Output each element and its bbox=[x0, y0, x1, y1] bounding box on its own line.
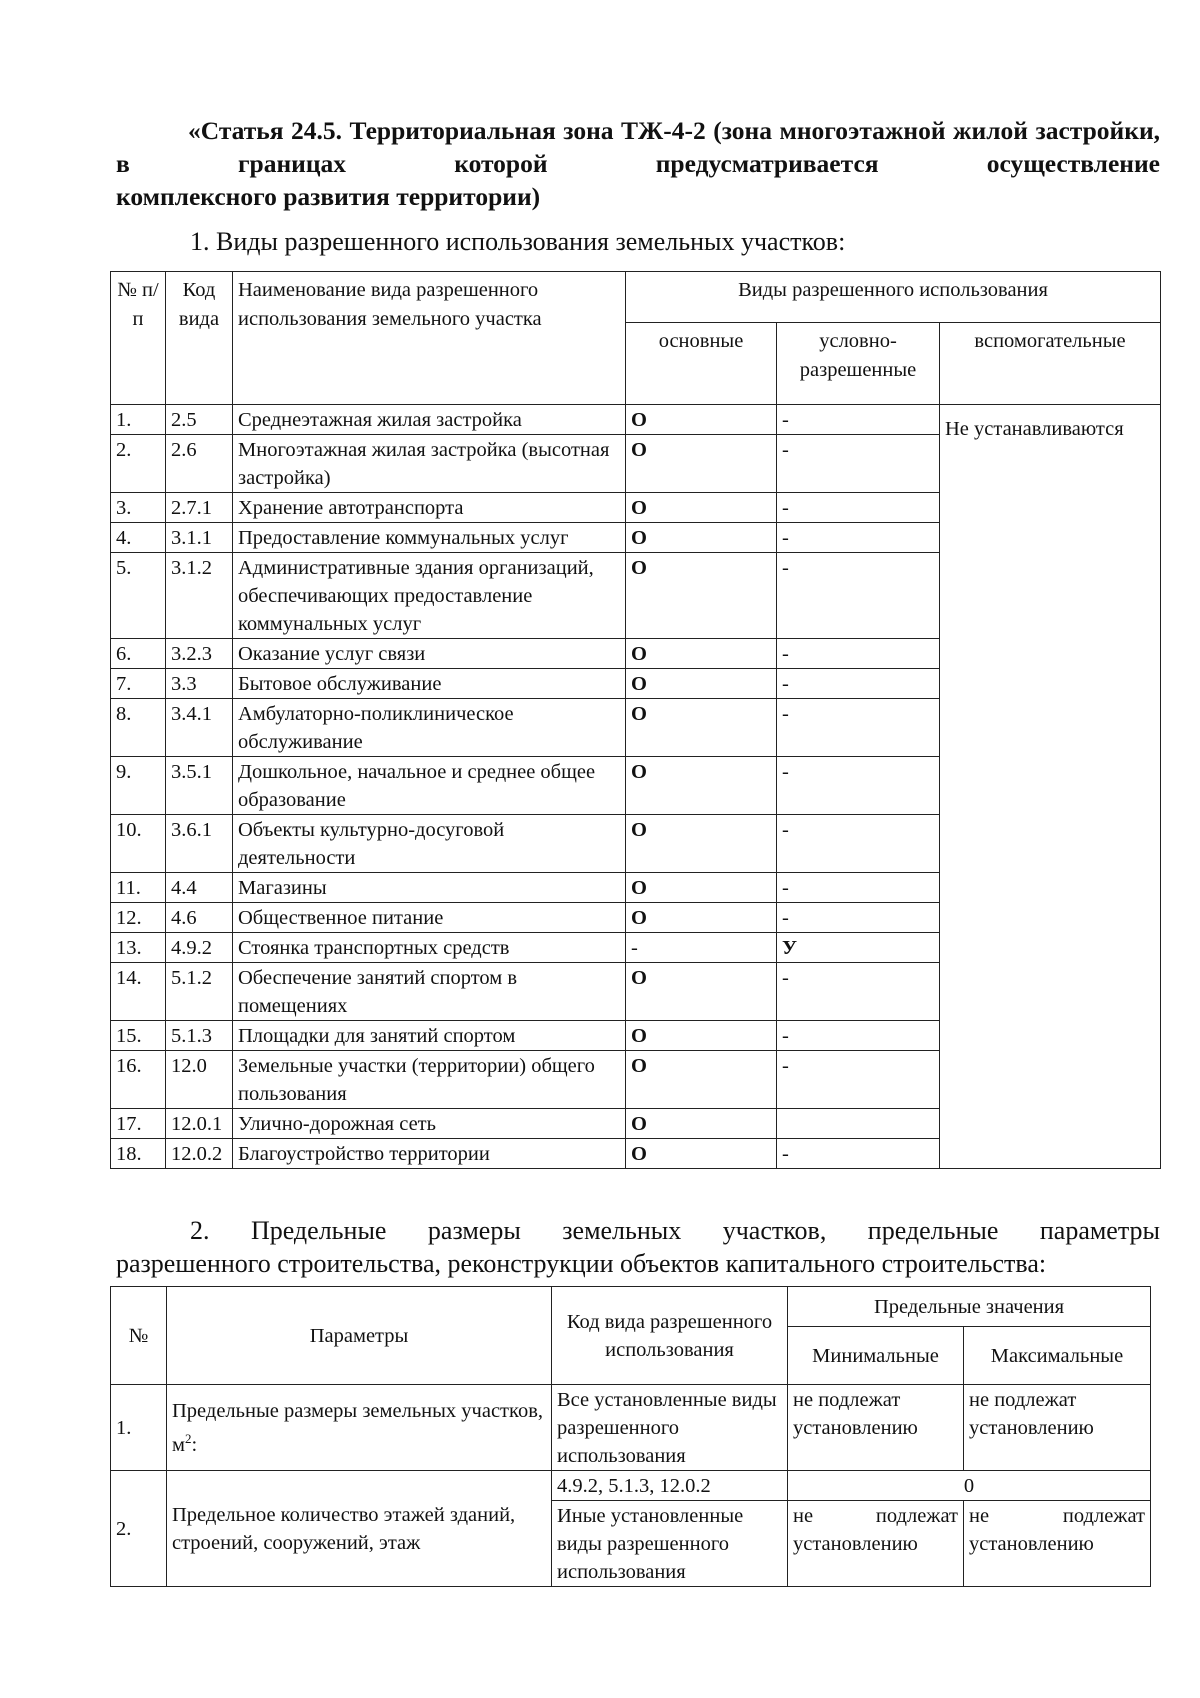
row-name: Улично-дорожная сеть bbox=[233, 1109, 626, 1139]
row-name: Среднеэтажная жилая застройка bbox=[233, 405, 626, 435]
row-num: 1. bbox=[111, 405, 166, 435]
row-main: О bbox=[626, 1109, 777, 1139]
row-conditional: - bbox=[777, 873, 940, 903]
row-name: Благоустройство территории bbox=[233, 1139, 626, 1169]
row-conditional: - bbox=[777, 757, 940, 815]
table-row bbox=[111, 405, 1161, 435]
row-main: О bbox=[626, 1051, 777, 1109]
title-line-3: комплексного развития территории) bbox=[116, 182, 541, 211]
t2-row2-num: 2. bbox=[111, 1471, 167, 1587]
t2-row1-param-tail: : bbox=[191, 1433, 198, 1456]
row-code: 4.6 bbox=[166, 903, 233, 933]
permitted-uses-body bbox=[111, 405, 1161, 1169]
row-conditional: - bbox=[777, 639, 940, 669]
row-name: Амбулаторно-поликлиническое обслуживание bbox=[233, 699, 626, 757]
row-name: Площадки для занятий спортом bbox=[233, 1021, 626, 1051]
row-name: Обеспечение занятий спортом в помещениях bbox=[233, 963, 626, 1021]
header-auxiliary: вспомогательные bbox=[940, 323, 1161, 405]
row-code: 3.2.3 bbox=[166, 639, 233, 669]
header-main: основные bbox=[626, 323, 777, 405]
row-conditional: - bbox=[777, 815, 940, 873]
t2-row2-min-b: не подлежат установлению bbox=[788, 1501, 964, 1587]
row-code: 5.1.2 bbox=[166, 963, 233, 1021]
row-conditional: - bbox=[777, 1139, 940, 1169]
row-name: Объекты культурно-досуговой деятельности bbox=[233, 815, 626, 873]
title-line-2: застройки, в границах которой предусматривается осуществление bbox=[116, 116, 1161, 178]
row-conditional: - bbox=[777, 493, 940, 523]
row-code: 3.5.1 bbox=[166, 757, 233, 815]
article-title bbox=[116, 114, 1160, 213]
t2-header-min: Минимальные bbox=[788, 1327, 964, 1385]
row-num: 9. bbox=[111, 757, 166, 815]
row-code: 12.0 bbox=[166, 1051, 233, 1109]
row-name: Стоянка транспортных средств bbox=[233, 933, 626, 963]
row-name: Многоэтажная жилая застройка (высотная застройка) bbox=[233, 435, 626, 493]
row-main: О bbox=[626, 669, 777, 699]
t2-row2-code-a: 4.9.2, 5.1.3, 12.0.2 bbox=[552, 1471, 788, 1501]
header-group: Виды разрешенного использования bbox=[626, 272, 1161, 323]
row-name: Предоставление коммунальных услуг bbox=[233, 523, 626, 553]
row-main: - bbox=[626, 933, 777, 963]
row-code: 3.6.1 bbox=[166, 815, 233, 873]
row-num: 14. bbox=[111, 963, 166, 1021]
row-num: 15. bbox=[111, 1021, 166, 1051]
header-conditional: условно-разрешенные bbox=[777, 323, 940, 405]
row-main: О bbox=[626, 873, 777, 903]
row-main: О bbox=[626, 639, 777, 669]
title-line-1: «Статья 24.5. Территориальная зона ТЖ-4-2 (зона многоэтажной жилой bbox=[188, 116, 1028, 145]
row-code: 4.4 bbox=[166, 873, 233, 903]
row-name: Земельные участки (территории) общего пользования bbox=[233, 1051, 626, 1109]
row-name: Оказание услуг связи bbox=[233, 639, 626, 669]
row-main: О bbox=[626, 815, 777, 873]
row-main: О bbox=[626, 523, 777, 553]
row-conditional: - bbox=[777, 963, 940, 1021]
row-conditional: - bbox=[777, 669, 940, 699]
row-num: 11. bbox=[111, 873, 166, 903]
row-code: 4.9.2 bbox=[166, 933, 233, 963]
t2-row1-max: не подлежат установлению bbox=[964, 1385, 1151, 1471]
row-num: 18. bbox=[111, 1139, 166, 1169]
t2-row2-value-a: 0 bbox=[788, 1471, 1151, 1501]
row-conditional: - bbox=[777, 405, 940, 435]
row-main: О bbox=[626, 963, 777, 1021]
t2-row1-num: 1. bbox=[111, 1385, 167, 1471]
permitted-uses-table bbox=[110, 271, 1161, 1169]
row-num: 5. bbox=[111, 553, 166, 639]
t2-row2-param: Предельное количество этажей зданий, строений, сооружений, этаж bbox=[167, 1471, 552, 1587]
row-num: 6. bbox=[111, 639, 166, 669]
row-code: 3.3 bbox=[166, 669, 233, 699]
section-1-heading: 1. Виды разрешенного использования земельных участков: bbox=[190, 227, 846, 256]
row-code: 2.7.1 bbox=[166, 493, 233, 523]
row-num: 13. bbox=[111, 933, 166, 963]
t2-row1-param-text: Предельные размеры земельных участков, м bbox=[172, 1400, 543, 1456]
row-name: Хранение автотранспорта bbox=[233, 493, 626, 523]
row-code: 3.4.1 bbox=[166, 699, 233, 757]
row-conditional: - bbox=[777, 903, 940, 933]
row-code: 5.1.3 bbox=[166, 1021, 233, 1051]
row-num: 12. bbox=[111, 903, 166, 933]
row-num: 10. bbox=[111, 815, 166, 873]
t2-row2-max-b: не подлежат установлению bbox=[964, 1501, 1151, 1587]
t2-header-code: Код вида разрешенного использования bbox=[552, 1287, 788, 1385]
row-auxiliary: Не устанавливаются bbox=[940, 405, 1161, 1169]
row-num: 2. bbox=[111, 435, 166, 493]
row-num: 4. bbox=[111, 523, 166, 553]
row-conditional: У bbox=[777, 933, 940, 963]
t2-row1-param bbox=[167, 1385, 552, 1471]
row-code: 2.5 bbox=[166, 405, 233, 435]
row-main: О bbox=[626, 405, 777, 435]
limit-parameters-table bbox=[110, 1286, 1151, 1587]
row-main: О bbox=[626, 903, 777, 933]
row-main: О bbox=[626, 1021, 777, 1051]
row-num: 7. bbox=[111, 669, 166, 699]
row-main: О bbox=[626, 435, 777, 493]
t2-row1-code: Все установленные виды разрешенного использования bbox=[552, 1385, 788, 1471]
section-2-heading-line-1: 2. Предельные размеры земельных участков, предельные параметры bbox=[190, 1216, 1160, 1245]
t2-row2-code-b: Иные установленные виды разрешенного использования bbox=[552, 1501, 788, 1587]
row-conditional: - bbox=[777, 523, 940, 553]
t2-row1-param-sup: 2 bbox=[184, 1431, 192, 1447]
row-main: О bbox=[626, 1139, 777, 1169]
section-2-heading bbox=[116, 1214, 1160, 1280]
row-conditional: - bbox=[777, 1021, 940, 1051]
t2-header-limits: Предельные значения bbox=[788, 1287, 1151, 1327]
row-main: О bbox=[626, 757, 777, 815]
t2-header-num: № bbox=[111, 1287, 167, 1385]
row-name: Административные здания организаций, обеспечивающих предоставление коммунальных услуг bbox=[233, 553, 626, 639]
row-main: О bbox=[626, 699, 777, 757]
row-num: 8. bbox=[111, 699, 166, 757]
row-num: 16. bbox=[111, 1051, 166, 1109]
row-main: О bbox=[626, 553, 777, 639]
row-conditional: - bbox=[777, 435, 940, 493]
row-name: Бытовое обслуживание bbox=[233, 669, 626, 699]
row-name: Общественное питание bbox=[233, 903, 626, 933]
header-code: Код вида bbox=[166, 272, 233, 405]
row-name: Дошкольное, начальное и среднее общее образование bbox=[233, 757, 626, 815]
row-conditional: - bbox=[777, 699, 940, 757]
row-code: 2.6 bbox=[166, 435, 233, 493]
row-code: 3.1.1 bbox=[166, 523, 233, 553]
row-conditional: - bbox=[777, 1051, 940, 1109]
t2-header-max: Максимальные bbox=[964, 1327, 1151, 1385]
row-code: 3.1.2 bbox=[166, 553, 233, 639]
row-num: 3. bbox=[111, 493, 166, 523]
header-num: № п/п bbox=[111, 272, 166, 405]
row-code: 12.0.2 bbox=[166, 1139, 233, 1169]
header-name: Наименование вида разрешенного использования земельного участка bbox=[233, 272, 626, 405]
row-code: 12.0.1 bbox=[166, 1109, 233, 1139]
row-main: О bbox=[626, 493, 777, 523]
row-num: 17. bbox=[111, 1109, 166, 1139]
row-conditional: - bbox=[777, 553, 940, 639]
row-conditional bbox=[777, 1109, 940, 1139]
row-name: Магазины bbox=[233, 873, 626, 903]
section-2-heading-line-2: разрешенного строительства, реконструкции объектов капитального строительства: bbox=[116, 1249, 1047, 1278]
t2-header-params: Параметры bbox=[167, 1287, 552, 1385]
t2-row1-min: не подлежат установлению bbox=[788, 1385, 964, 1471]
